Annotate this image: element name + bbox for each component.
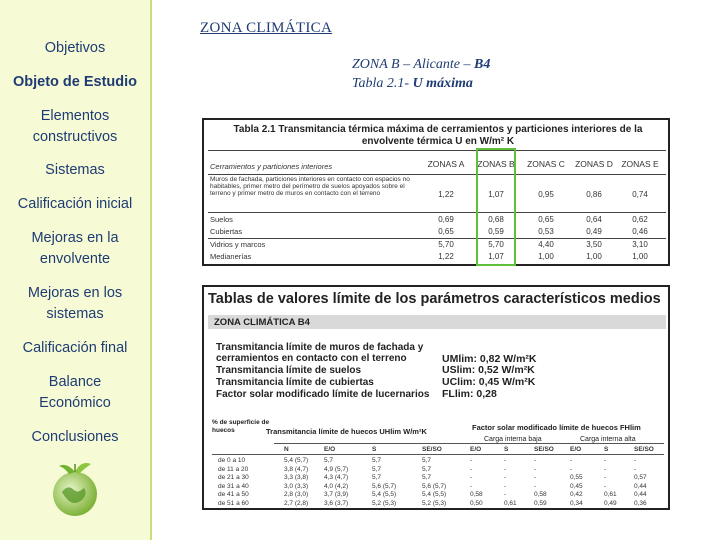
table-cell: 5,7 — [372, 474, 382, 481]
table-cell: 0,44 — [634, 482, 647, 490]
table-cell: - — [634, 465, 637, 473]
table1-col-e: ZONAS E — [621, 159, 659, 169]
table-cell: - — [504, 474, 507, 481]
table-cell: 5,7 — [372, 465, 382, 473]
table-cell: - — [604, 457, 607, 464]
table1-row-label: Suelos — [210, 215, 233, 224]
table-cell: 5,2 (5,3) — [372, 499, 397, 507]
nav-mejoras-sistemas[interactable]: Mejoras en los sistemas — [27, 285, 123, 322]
solar-header: Factor solar modificado límite de huecos FHlim — [472, 423, 641, 432]
table1-group-label: Cerramientos y particiones interiores — [210, 162, 333, 171]
limit-label: Transmitancia límite de suelos — [216, 365, 362, 376]
limit-value: USlim: 0,52 W/m²K — [442, 364, 535, 376]
table-cell: 4,9 (5,7) — [324, 465, 349, 473]
table-cell: 5,7 — [324, 457, 334, 464]
table-transmitancia-maxima — [202, 118, 670, 266]
table-cell: 0,50 — [470, 499, 483, 507]
nav-balance-economico[interactable]: Balance Económico — [39, 374, 111, 411]
subcol-header: E/O — [570, 446, 582, 453]
table-cell: 0,44 — [634, 491, 647, 498]
subcol-header: S — [604, 446, 609, 453]
subcol-header: N — [284, 446, 289, 453]
table1-cell: 0,69 — [438, 215, 454, 224]
table1-row-label: Cubiertas — [210, 227, 243, 236]
table-row-label: de 0 a 10 — [218, 457, 246, 464]
table1-cell: 0,53 — [538, 227, 554, 236]
table-cell: - — [504, 482, 507, 490]
table1-cell: 5,70 — [438, 240, 454, 249]
table-cell: - — [604, 482, 607, 490]
table-cell: 0,36 — [634, 499, 647, 507]
table-cell: - — [534, 457, 537, 464]
sidebar-nav — [0, 0, 152, 540]
table-cell: 2,7 (2,8) — [284, 499, 309, 507]
limit-label: Factor solar modificado límite de lucernarios — [216, 389, 430, 400]
nav-elementos-constructivos[interactable]: Elementos constructivos — [32, 108, 118, 145]
table1-cell: 1,22 — [438, 190, 454, 199]
zone-line2: Tabla 2.1- — [352, 76, 413, 91]
table-cell: 0,45 — [570, 482, 583, 490]
subcol-header: E/O — [470, 446, 482, 453]
nav-calificacion-final[interactable]: Calificación final — [22, 340, 128, 356]
nav-mejoras-envolvente[interactable]: Mejoras en la envolvente — [31, 230, 119, 267]
table2-rule — [274, 443, 664, 444]
table1-col-d: ZONAS D — [575, 159, 613, 169]
nav-objeto-de-estudio[interactable]: Objeto de Estudio — [12, 74, 138, 90]
table-cell: - — [570, 465, 573, 473]
table1-row-label: Muros de fachada, particiones interiores en contacto con espacios no habitables, primer metro del perímetro de suelos apoyados sobre el terreno y primer metro de muros en contacto con el terreno — [210, 176, 410, 198]
table-cell: - — [470, 482, 473, 490]
table1-rule — [208, 238, 666, 239]
limit-value: FLlim: 0,28 — [442, 388, 497, 400]
limit-label: Transmitancia límite de muros de fachada y cerramientos en contacto con el terreno — [216, 342, 424, 364]
table-cell: 5,4 (5,5) — [372, 491, 397, 498]
nav-objetivos[interactable]: Objetivos — [44, 40, 106, 56]
table2-rule — [212, 454, 664, 455]
table1-cell: 0,46 — [632, 227, 648, 236]
table-cell: - — [634, 457, 637, 464]
table-cell: 4,0 (4,2) — [324, 482, 349, 490]
table-cell: 5,6 (5,7) — [372, 482, 397, 490]
table1-cell: 0,65 — [438, 227, 454, 236]
table1-cell: 1,00 — [586, 252, 602, 261]
table-cell: 5,2 (5,3) — [422, 499, 447, 507]
table-cell: 3,0 (3,3) — [284, 482, 309, 490]
table1-row-label: Medianerías — [210, 252, 252, 261]
high-load-header: Carga interna alta — [580, 436, 636, 443]
subcol-header: E/O — [324, 446, 336, 453]
table-cell: - — [534, 482, 537, 490]
hueco-header: Transmitancia límite de huecos UHlim W/m²K — [266, 427, 427, 436]
table1-cell: 0,74 — [632, 190, 648, 199]
table-cell: 0,61 — [504, 499, 517, 507]
table-cell: 5,6 (5,7) — [422, 482, 447, 490]
table1-cell: 1,07 — [488, 252, 504, 261]
table-cell: 0,49 — [604, 499, 617, 507]
table-row-label: de 51 a 60 — [218, 499, 249, 507]
table1-col-b: ZONAS B — [477, 159, 515, 169]
table-cell: - — [504, 491, 507, 498]
table1-cell: 1,07 — [488, 190, 504, 199]
table-cell: - — [534, 474, 537, 481]
table-cell: 0,59 — [534, 499, 547, 507]
table-cell: 0,58 — [534, 491, 547, 498]
limit-label: Transmitancia límite de cubiertas — [216, 377, 374, 388]
table-cell: 5,7 — [422, 474, 432, 481]
table-cell: 0,55 — [570, 474, 583, 481]
table-row-label: de 31 a 40 — [218, 482, 249, 490]
table-cell: - — [504, 457, 507, 464]
subcol-header: SE/SO — [534, 446, 554, 453]
table1-cell: 0,86 — [586, 190, 602, 199]
subcol-header: SE/SO — [422, 446, 442, 453]
table2-band-label: ZONA CLIMÁTICA B4 — [214, 317, 310, 328]
nav-calificacion-inicial[interactable]: Calificación inicial — [17, 196, 133, 212]
low-load-header: Carga interna baja — [484, 436, 542, 443]
table-cell: 3,6 (3,7) — [324, 499, 349, 507]
table1-rule — [208, 150, 666, 151]
table-cell: - — [570, 457, 573, 464]
table-row-label: de 21 a 30 — [218, 474, 249, 481]
table1-cell: 0,62 — [632, 215, 648, 224]
table-cell: - — [504, 465, 507, 473]
table-cell: 5,4 (5,5) — [422, 491, 447, 498]
table-cell: 2,8 (3,0) — [284, 491, 309, 498]
table-cell: 0,42 — [570, 491, 583, 498]
table1-cell: 0,68 — [488, 215, 504, 224]
zone-title: ZONA CLIMÁTICA — [200, 20, 333, 36]
table1-cell: 5,70 — [488, 240, 504, 249]
limit-value: UMlim: 0,82 W/m²K — [442, 353, 537, 365]
table-row-label: de 11 a 20 — [218, 465, 249, 473]
table1-rule — [208, 212, 666, 213]
table-cell: 0,57 — [634, 474, 647, 481]
table-cell: 4,3 (4,7) — [324, 474, 349, 481]
zone-line1: ZONA B – Alicante – — [352, 57, 474, 72]
table2-title: Tablas de valores límite de los parámetros característicos medios — [208, 291, 661, 307]
table-cell: - — [604, 465, 607, 473]
table-row-label: de 41 a 50 — [218, 491, 249, 498]
table-cell: 0,61 — [604, 491, 617, 498]
zone-code: B4 — [473, 57, 491, 72]
nav-conclusiones[interactable]: Conclusiones — [31, 429, 119, 445]
table1-cell: 1,22 — [438, 252, 454, 261]
table-cell: 5,7 — [422, 457, 432, 464]
table-cell: - — [534, 465, 537, 473]
table-cell: - — [604, 474, 607, 481]
table-cell: 3,3 (3,8) — [284, 474, 309, 481]
subcol-header: SE/SO — [634, 446, 654, 453]
subcol-header: S — [504, 446, 509, 453]
eco-globe-icon — [42, 456, 108, 522]
table-cell: 0,58 — [470, 491, 483, 498]
table1-cell: 3,10 — [632, 240, 648, 249]
zone-b-highlight — [476, 148, 516, 266]
table-cell: 5,7 — [422, 465, 432, 473]
table1-cell: 1,00 — [538, 252, 554, 261]
table1-cell: 0,65 — [538, 215, 554, 224]
table1-cell: 3,50 — [586, 240, 602, 249]
table1-cell: 0,49 — [586, 227, 602, 236]
zone-subtitle — [352, 55, 490, 93]
zone-umax: U máxima — [412, 76, 473, 91]
table-valores-limite — [202, 285, 670, 510]
table-cell: - — [470, 474, 473, 481]
table1-cell: 0,64 — [586, 215, 602, 224]
limit-value: UClim: 0,45 W/m²K — [442, 376, 536, 388]
table1-rule — [208, 174, 666, 175]
table1-cell: 0,95 — [538, 190, 554, 199]
table1-title: Tabla 2.1 Transmitancia térmica máxima de cerramientos y particiones interiores de la envolvente térmica U en W/m² K — [233, 124, 643, 147]
table-cell: - — [470, 465, 473, 473]
table1-cell: 0,59 — [488, 227, 504, 236]
table1-row-label: Vidrios y marcos — [210, 240, 266, 249]
table-cell: 5,4 (5,7) — [284, 457, 309, 464]
pct-header: % de superficie de huecos — [212, 419, 270, 434]
table1-col-c: ZONAS C — [527, 159, 565, 169]
table-cell: - — [470, 457, 473, 464]
table-cell: 5,7 — [372, 457, 382, 464]
table-cell: 0,34 — [570, 499, 583, 507]
table-cell: 3,7 (3,9) — [324, 491, 349, 498]
table1-col-a: ZONAS A — [427, 159, 465, 169]
table1-cell: 4,40 — [538, 240, 554, 249]
table1-cell: 1,00 — [632, 252, 648, 261]
subcol-header: S — [372, 446, 377, 453]
nav-sistemas[interactable]: Sistemas — [45, 162, 105, 178]
table-cell: 3,8 (4,7) — [284, 465, 309, 473]
